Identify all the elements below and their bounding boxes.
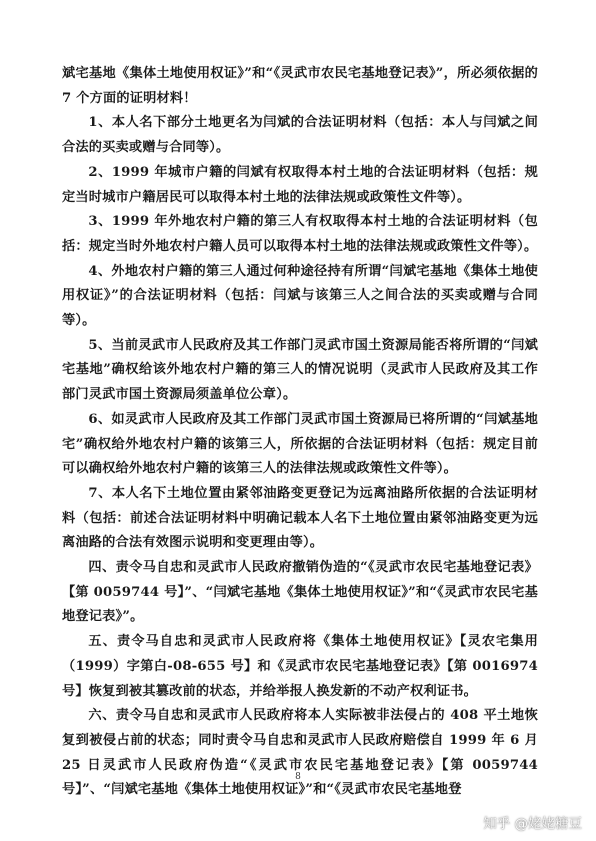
- watermark: 知乎 @姥姥糖豆: [483, 816, 582, 832]
- paragraph-section-4: 四、责令马自忠和灵武市人民政府撤销伪造的“《灵武市农民宅基地登记表》【第 0059744 号】”、“闫斌宅基地《集体土地使用权证》”和“《灵武市农民宅基地登记表》”。: [62, 560, 538, 625]
- paragraph-item-5: 5、当前灵武市人民政府及其工作部门灵武市国土资源局能否将所谓的“闫斌宅基地”确权给该外地农村户籍的第三人的情况说明（灵武市人民政府及其工作部门灵武市国土资源局须盖单位公章）。: [62, 337, 538, 403]
- paragraph-item-3: 3、1999 年外地农村户籍的第三人有权取得本村土地的合法证明材料（包括：规定当时外地农村户籍人员可以取得本村土地的法律法规或政策性文件等）。: [62, 214, 538, 254]
- document-body: [62, 62, 538, 803]
- paragraph-intro: 斌宅基地《集体土地使用权证》”和“《灵武市农民宅基地登记表》”，所必须依据的 7 个方面的证明材料！: [62, 66, 538, 106]
- paragraph-item-6: 6、如灵武市人民政府及其工作部门灵武市国土资源局已将所谓的“闫斌基地宅”确权给外地农村户籍的该第三人，所依据的合法证明材料（包括：规定目前可以确权给外地农村户籍的该第三人的法律法规或政策性文件等）。: [62, 411, 538, 477]
- paragraph-item-4: 4、外地农村户籍的第三人通过何种途径持有所谓“闫斌宅基地《集体土地使用权证》”的合法证明材料（包括：闫斌与该第三人之间合法的买卖或赠与合同等）。: [62, 263, 538, 329]
- paragraph-item-1: 1、本人名下部分土地更名为闫斌的合法证明材料（包括：本人与闫斌之间合法的买卖或赠与合同等）。: [62, 115, 538, 156]
- page-number: 8: [295, 772, 301, 782]
- paragraph-section-5: 五、责令马自忠和灵武市人民政府将《集体土地使用权证》【灵农宅集用（1999）字第白-08-655 号】和《灵武市农民宅基地登记表》【第 0016974 号】恢复到被其篡改前的状态，并给举报人换发新的不动产权利证书。: [62, 634, 538, 699]
- paragraph-item-7: 7、本人名下土地位置由紧邻油路变更登记为远离油路所依据的合法证明材料（包括：前述合法证明材料中明确记载本人名下土地位置由紧邻油路变更为远离油路的合法有效图示说明和变更理由等）。: [62, 485, 538, 551]
- paragraph-item-2: 2、1999 年城市户籍的闫斌有权取得本村土地的合法证明材料（包括：规定当时城市户籍居民可以取得本村土地的法律法规或政策性文件等）。: [62, 164, 538, 205]
- paragraph-section-6: 六、责令马自忠和灵武市人民政府将本人实际被非法侵占的 408 平土地恢复到被侵占前的状态；同时责令马自忠和灵武市人民政府赔偿自 1999 年 6 月 25 日灵武市人民政府伪造“《灵武市农民宅基地登记表》【第 0059744 号】”、“闫斌宅基地《集体土地使用权证》”和“《灵武市农民宅基地登: [62, 708, 538, 798]
